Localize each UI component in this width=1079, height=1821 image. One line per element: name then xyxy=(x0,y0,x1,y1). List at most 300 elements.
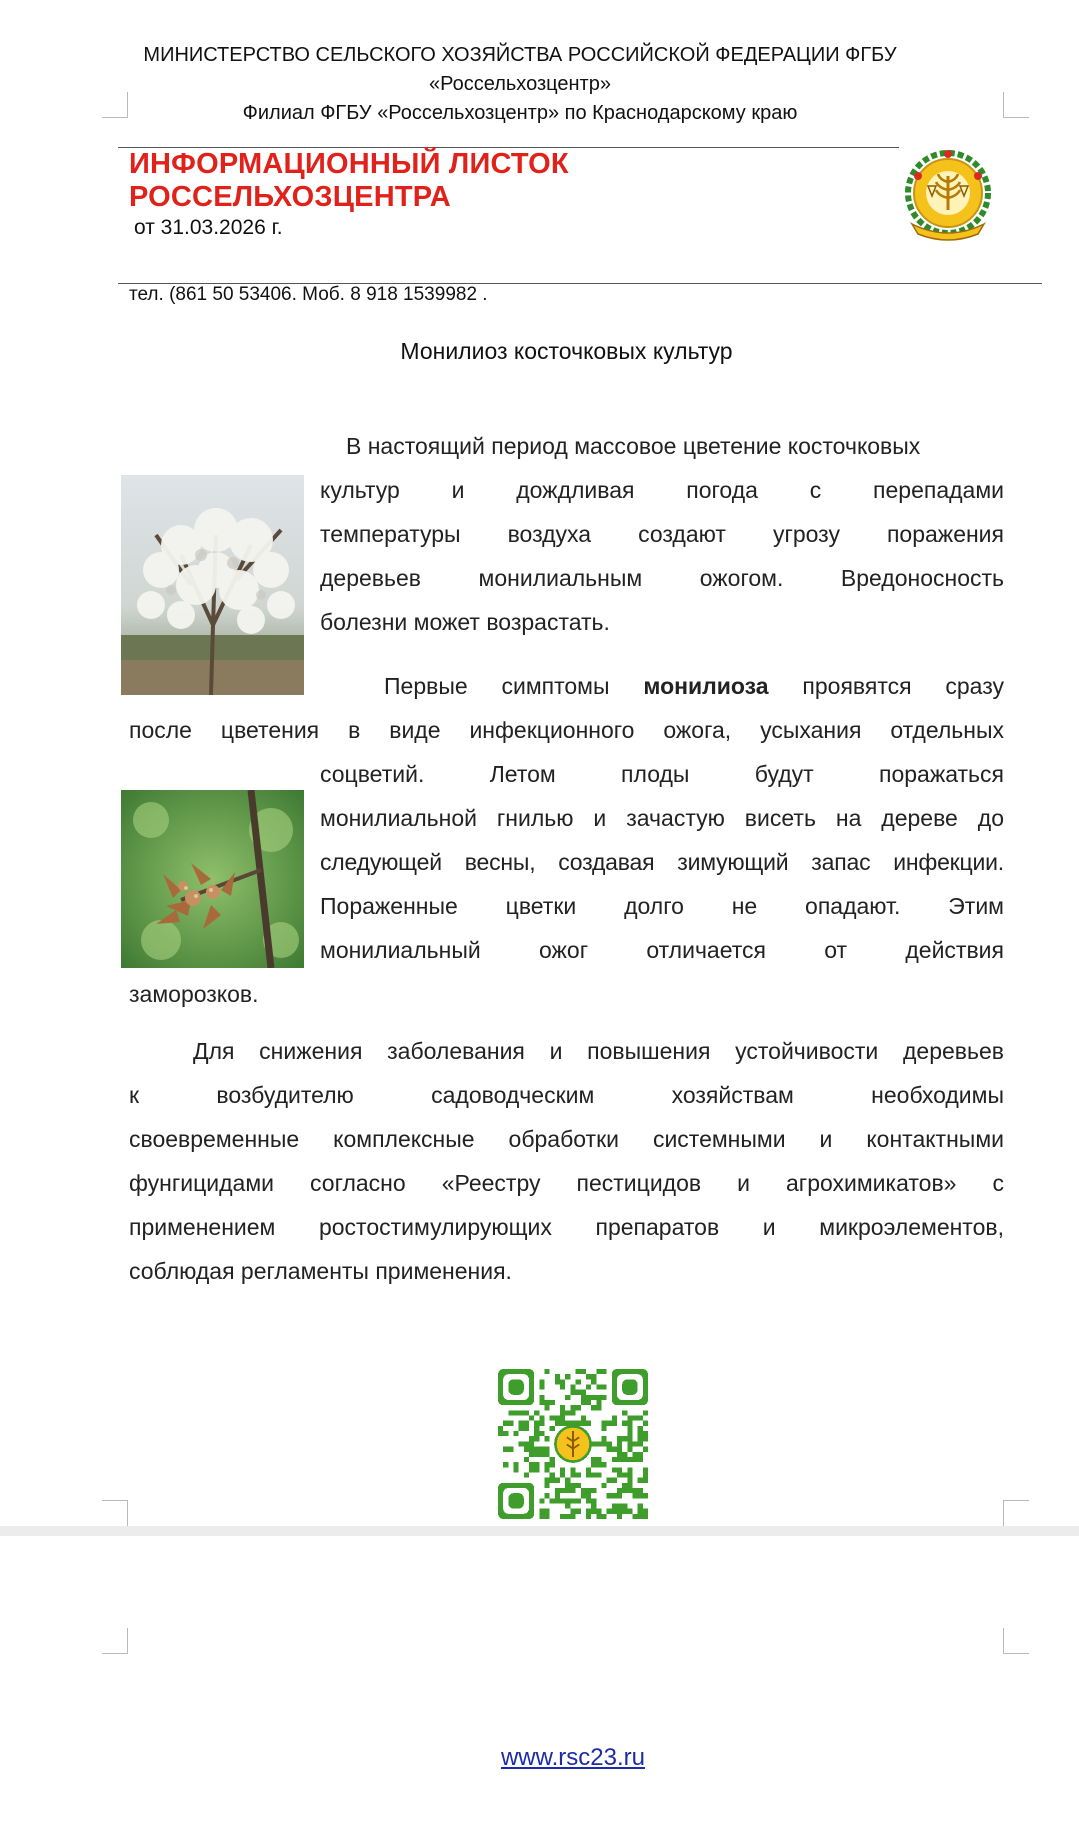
qr-module xyxy=(596,1385,601,1390)
qr-module xyxy=(576,1379,581,1384)
info-title-line-1: ИНФОРМАЦИОННЫЙ ЛИСТОК xyxy=(129,148,569,180)
qr-module xyxy=(555,1478,560,1483)
qr-module xyxy=(638,1431,643,1436)
qr-module xyxy=(534,1410,539,1415)
qr-module xyxy=(534,1467,539,1472)
qr-module xyxy=(498,1431,503,1436)
qr-module xyxy=(638,1436,643,1441)
qr-module xyxy=(555,1374,560,1379)
qr-module xyxy=(591,1374,596,1379)
qr-module xyxy=(550,1462,555,1467)
qr-module xyxy=(570,1509,575,1514)
qr-module xyxy=(601,1421,606,1426)
qr-module xyxy=(612,1467,617,1472)
qr-module xyxy=(565,1478,570,1483)
qr-module xyxy=(508,1447,513,1452)
qr-module xyxy=(539,1514,544,1519)
qr-module xyxy=(550,1426,555,1431)
qr-module xyxy=(643,1509,648,1514)
qr-module xyxy=(524,1426,529,1431)
qr-module xyxy=(612,1509,617,1514)
moniliosis-blossom-photo xyxy=(121,790,304,968)
paragraph-line: температуры воздуха создают угрозу поражения xyxy=(320,521,1004,547)
qr-module xyxy=(508,1410,513,1415)
qr-module xyxy=(514,1467,519,1472)
qr-module xyxy=(607,1493,612,1498)
qr-module xyxy=(565,1374,570,1379)
qr-module xyxy=(570,1410,575,1415)
qr-module xyxy=(643,1472,648,1477)
qr-module xyxy=(555,1379,560,1384)
qr-module xyxy=(503,1447,508,1452)
qr-module xyxy=(529,1447,534,1452)
qr-module xyxy=(638,1426,643,1431)
qr-module xyxy=(627,1472,632,1477)
rosselkhozcenter-emblem-icon xyxy=(898,146,998,246)
qr-module xyxy=(545,1447,550,1452)
qr-module xyxy=(560,1467,565,1472)
qr-module xyxy=(570,1483,575,1488)
qr-module xyxy=(508,1421,513,1426)
qr-module xyxy=(627,1436,632,1441)
qr-module xyxy=(612,1503,617,1508)
paragraph-line: соцветий. Летом плоды будут поражаться xyxy=(320,761,1004,787)
qr-module xyxy=(622,1410,627,1415)
qr-module xyxy=(519,1410,524,1415)
qr-module xyxy=(596,1462,601,1467)
qr-module xyxy=(643,1447,648,1452)
paragraph-line: фунгицидами согласно «Реестру пестицидов и агрохимикатов» с xyxy=(129,1170,1004,1196)
qr-module xyxy=(539,1509,544,1514)
qr-module xyxy=(596,1400,601,1405)
qr-module xyxy=(627,1426,632,1431)
qr-module xyxy=(596,1405,601,1410)
qr-module xyxy=(565,1410,570,1415)
qr-module xyxy=(622,1488,627,1493)
paragraph-line xyxy=(129,664,1004,708)
qr-module xyxy=(591,1441,596,1446)
qr-module xyxy=(601,1514,606,1519)
qr-module xyxy=(524,1447,529,1452)
qr-module xyxy=(545,1436,550,1441)
qr-module xyxy=(560,1379,565,1384)
paragraph-line: заморозков. xyxy=(129,981,259,1007)
qr-module xyxy=(524,1421,529,1426)
qr-module xyxy=(586,1400,591,1405)
qr-module xyxy=(601,1369,606,1374)
qr-module xyxy=(643,1436,648,1441)
qr-module xyxy=(539,1452,544,1457)
qr-module xyxy=(601,1436,606,1441)
qr-module xyxy=(591,1457,596,1462)
qr-module xyxy=(607,1447,612,1452)
page-corner-mark xyxy=(102,1500,128,1526)
qr-module xyxy=(617,1441,622,1446)
qr-module xyxy=(545,1452,550,1457)
qr-module xyxy=(545,1509,550,1514)
qr-module xyxy=(586,1374,591,1379)
qr-module xyxy=(586,1421,591,1426)
qr-module xyxy=(586,1385,591,1390)
qr-module xyxy=(643,1514,648,1519)
qr-module xyxy=(612,1447,617,1452)
qr-module xyxy=(555,1416,560,1421)
qr-module xyxy=(555,1493,560,1498)
qr-module xyxy=(560,1405,565,1410)
paragraph-2-keyword: монилиоза xyxy=(643,673,769,699)
qr-module xyxy=(586,1472,591,1477)
qr-module xyxy=(550,1472,555,1477)
paragraph-2-start: Первые симптомы xyxy=(384,673,644,699)
qr-finder-pattern xyxy=(508,1493,524,1509)
qr-module xyxy=(622,1452,627,1457)
document-title: Монилиоз косточковых культур xyxy=(400,338,733,364)
qr-module xyxy=(617,1472,622,1477)
qr-module xyxy=(622,1436,627,1441)
qr-module xyxy=(591,1509,596,1514)
qr-module xyxy=(596,1395,601,1400)
qr-module xyxy=(632,1441,637,1446)
qr-module xyxy=(550,1498,555,1503)
qr-module xyxy=(607,1421,612,1426)
qr-module xyxy=(555,1421,560,1426)
qr-module xyxy=(581,1369,586,1374)
qr-module xyxy=(503,1421,508,1426)
qr-module xyxy=(560,1514,565,1519)
qr-module xyxy=(591,1379,596,1384)
qr-module xyxy=(519,1441,524,1446)
qr-module xyxy=(570,1488,575,1493)
qr-module xyxy=(627,1467,632,1472)
qr-module xyxy=(534,1447,539,1452)
qr-module xyxy=(514,1462,519,1467)
website-link[interactable]: www.rsc23.ru xyxy=(500,1744,646,1771)
page-separator xyxy=(0,1526,1079,1536)
qr-module xyxy=(632,1416,637,1421)
qr-module xyxy=(596,1509,601,1514)
paragraph-line: после цветения в виде инфекционного ожога, усыхания отдельных xyxy=(129,717,1004,743)
qr-module xyxy=(529,1452,534,1457)
qr-module xyxy=(581,1416,586,1421)
qr-module xyxy=(586,1467,591,1472)
qr-module xyxy=(612,1493,617,1498)
qr-module xyxy=(581,1493,586,1498)
qr-module xyxy=(529,1436,534,1441)
qr-module xyxy=(581,1395,586,1400)
qr-module xyxy=(586,1498,591,1503)
qr-module xyxy=(596,1369,601,1374)
qr-module xyxy=(539,1416,544,1421)
header-ministry: МИНИСТЕРСТВО СЕЛЬСКОГО ХОЗЯЙСТВА РОССИЙСКОЙ ФЕДЕРАЦИИ ФГБУ xyxy=(143,44,897,66)
paragraph-1 xyxy=(320,424,1004,644)
qr-module xyxy=(638,1457,643,1462)
page-corner-mark xyxy=(102,1628,128,1654)
qr-module xyxy=(555,1488,560,1493)
qr-module xyxy=(617,1493,622,1498)
qr-module xyxy=(565,1395,570,1400)
paragraph-line: соблюдая регламенты применения. xyxy=(129,1258,512,1284)
qr-module xyxy=(591,1503,596,1508)
qr-module xyxy=(627,1478,632,1483)
qr-module xyxy=(586,1493,591,1498)
qr-module xyxy=(627,1416,632,1421)
qr-module xyxy=(627,1457,632,1462)
info-title-line-2: РОССЕЛЬХОЗЦЕНТРА xyxy=(129,181,451,213)
qr-module xyxy=(591,1498,596,1503)
qr-module xyxy=(576,1483,581,1488)
qr-module xyxy=(519,1426,524,1431)
qr-module xyxy=(638,1503,643,1508)
qr-module xyxy=(617,1447,622,1452)
qr-module xyxy=(638,1441,643,1446)
qr-module xyxy=(529,1441,534,1446)
qr-finder-pattern xyxy=(508,1379,524,1395)
paragraph-2-start-end: проявятся сразу xyxy=(768,673,1004,699)
qr-module xyxy=(539,1395,544,1400)
qr-module xyxy=(498,1426,503,1431)
qr-module xyxy=(601,1441,606,1446)
qr-module xyxy=(607,1478,612,1483)
qr-module xyxy=(524,1410,529,1415)
qr-module xyxy=(596,1514,601,1519)
qr-module xyxy=(627,1441,632,1446)
qr-module xyxy=(550,1416,555,1421)
qr-module xyxy=(638,1478,643,1483)
qr-module xyxy=(565,1421,570,1426)
qr-module xyxy=(539,1498,544,1503)
qr-module xyxy=(601,1483,606,1488)
qr-module xyxy=(534,1436,539,1441)
qr-module xyxy=(627,1509,632,1514)
qr-module xyxy=(560,1472,565,1477)
qr-module xyxy=(601,1395,606,1400)
qr-module xyxy=(565,1498,570,1503)
qr-module xyxy=(638,1416,643,1421)
qr-module xyxy=(545,1467,550,1472)
qr-module xyxy=(529,1416,534,1421)
qr-module xyxy=(617,1436,622,1441)
qr-module xyxy=(570,1385,575,1390)
qr-module xyxy=(586,1395,591,1400)
paragraph-line: Пораженные цветки долго не опадают. Этим xyxy=(320,893,1004,919)
qr-module xyxy=(534,1452,539,1457)
qr-module xyxy=(612,1421,617,1426)
paragraph-line: применением ростостимулирующих препаратов и микроэлементов, xyxy=(129,1214,1004,1240)
paragraph-line: деревьев монилиальным ожогом. Вредоносность xyxy=(320,565,1004,591)
qr-module xyxy=(576,1369,581,1374)
qr-module xyxy=(596,1441,601,1446)
header-branch: Филиал ФГБУ «Россельхозцентр» по Краснодарскому краю xyxy=(242,102,798,124)
qr-module xyxy=(565,1503,570,1508)
qr-module xyxy=(591,1395,596,1400)
qr-module xyxy=(627,1431,632,1436)
qr-module xyxy=(545,1369,550,1374)
qr-module xyxy=(565,1514,570,1519)
qr-module xyxy=(560,1410,565,1415)
qr-module xyxy=(622,1509,627,1514)
qr-module xyxy=(534,1426,539,1431)
qr-finder-pattern xyxy=(622,1379,638,1395)
qr-module xyxy=(565,1483,570,1488)
qr-module xyxy=(601,1426,606,1431)
qr-module xyxy=(638,1509,643,1514)
qr-module xyxy=(539,1421,544,1426)
qr-module xyxy=(617,1452,622,1457)
qr-module xyxy=(591,1472,596,1477)
qr-module xyxy=(596,1472,601,1477)
qr-module xyxy=(550,1478,555,1483)
qr-module xyxy=(627,1447,632,1452)
qr-module xyxy=(560,1488,565,1493)
qr-module xyxy=(576,1421,581,1426)
qr-module xyxy=(560,1416,565,1421)
qr-module xyxy=(550,1400,555,1405)
qr-module xyxy=(570,1498,575,1503)
paragraph-line: к возбудителю садоводческим хозяйствам необходимы xyxy=(129,1082,1004,1108)
qr-module xyxy=(622,1503,627,1508)
qr-module xyxy=(581,1421,586,1426)
qr-module xyxy=(539,1379,544,1384)
qr-module xyxy=(519,1421,524,1426)
qr-module xyxy=(570,1405,575,1410)
qr-module xyxy=(545,1478,550,1483)
qr-module xyxy=(612,1457,617,1462)
qr-module xyxy=(514,1410,519,1415)
qr-module xyxy=(570,1472,575,1477)
qr-module xyxy=(529,1462,534,1467)
qr-module xyxy=(643,1467,648,1472)
qr-module xyxy=(607,1509,612,1514)
qr-module xyxy=(545,1483,550,1488)
qr-module xyxy=(591,1488,596,1493)
qr-module xyxy=(617,1514,622,1519)
qr-module xyxy=(622,1421,627,1426)
qr-module xyxy=(555,1498,560,1503)
page-corner-mark xyxy=(1003,1628,1029,1654)
qr-module xyxy=(591,1405,596,1410)
qr-module xyxy=(643,1478,648,1483)
qr-module xyxy=(539,1400,544,1405)
qr-module xyxy=(503,1462,508,1467)
info-sheet-title xyxy=(129,148,649,214)
qr-module xyxy=(539,1431,544,1436)
qr-module xyxy=(627,1483,632,1488)
qr-module xyxy=(560,1421,565,1426)
qr-module xyxy=(586,1509,591,1514)
page-corner-mark xyxy=(1003,92,1029,118)
qr-module xyxy=(627,1421,632,1426)
qr-module xyxy=(632,1488,637,1493)
qr-module xyxy=(638,1493,643,1498)
qr-module xyxy=(534,1462,539,1467)
qr-module xyxy=(632,1457,637,1462)
qr-module xyxy=(576,1472,581,1477)
qr-module xyxy=(545,1462,550,1467)
qr-module xyxy=(601,1385,606,1390)
qr-module xyxy=(529,1467,534,1472)
qr-module xyxy=(524,1472,529,1477)
qr-module xyxy=(617,1503,622,1508)
qr-module xyxy=(617,1488,622,1493)
qr-module xyxy=(576,1405,581,1410)
qr-module xyxy=(534,1431,539,1436)
qr-module xyxy=(570,1467,575,1472)
paragraph-line: болезни может возрастать. xyxy=(320,609,610,635)
qr-module xyxy=(524,1441,529,1446)
qr-module xyxy=(581,1390,586,1395)
qr-module xyxy=(596,1457,601,1462)
header-organization: «Россельхозцентр» xyxy=(429,73,611,95)
qr-module xyxy=(560,1385,565,1390)
qr-module xyxy=(638,1452,643,1457)
qr-module xyxy=(565,1488,570,1493)
qr-module xyxy=(601,1462,606,1467)
qr-module xyxy=(576,1509,581,1514)
qr-module xyxy=(622,1457,627,1462)
qr-module xyxy=(622,1472,627,1477)
qr-module xyxy=(524,1457,529,1462)
qr-module xyxy=(638,1514,643,1519)
paragraph-line: культур и дождливая погода с перепадами xyxy=(320,477,1004,503)
paragraph-line: следующей весны, создавая зимующий запас инфекции. xyxy=(320,849,1004,875)
qr-module xyxy=(539,1447,544,1452)
qr-module xyxy=(591,1462,596,1467)
contact-phone: тел. (861 50 53406. Моб. 8 918 1539982 . xyxy=(129,284,488,305)
qr-module xyxy=(586,1488,591,1493)
qr-module xyxy=(545,1493,550,1498)
qr-module xyxy=(576,1390,581,1395)
qr-module xyxy=(560,1498,565,1503)
paragraph-line: монилиальный ожог отличается от действия xyxy=(320,937,1004,963)
qr-module xyxy=(632,1452,637,1457)
page-corner-mark xyxy=(1003,1500,1029,1526)
qr-module xyxy=(617,1467,622,1472)
qr-module xyxy=(539,1385,544,1390)
qr-module xyxy=(612,1478,617,1483)
qr-module xyxy=(586,1514,591,1519)
flowering-tree-photo xyxy=(121,475,304,695)
qr-module xyxy=(570,1390,575,1395)
qr-module xyxy=(643,1493,648,1498)
qr-module xyxy=(550,1457,555,1462)
qr-module xyxy=(617,1457,622,1462)
paragraph-3 xyxy=(129,1029,1004,1293)
qr-module xyxy=(627,1488,632,1493)
qr-module xyxy=(607,1441,612,1446)
qr-module xyxy=(581,1488,586,1493)
qr-module xyxy=(632,1514,637,1519)
qr-code[interactable] xyxy=(498,1369,648,1519)
qr-module xyxy=(643,1421,648,1426)
qr-module xyxy=(545,1514,550,1519)
paragraph-line: своевременные комплексные обработки системными и контактными xyxy=(129,1126,1004,1152)
qr-module xyxy=(617,1509,622,1514)
paragraph-line: В настоящий период массовое цветение косточковых xyxy=(346,433,921,459)
paragraph-line: монилиальной гнилью и зачастую висеть на дереве до xyxy=(320,805,1004,831)
qr-module xyxy=(632,1493,637,1498)
document-page-2 xyxy=(0,1536,1079,1821)
qr-module xyxy=(612,1416,617,1421)
qr-module xyxy=(545,1405,550,1410)
qr-module xyxy=(643,1410,648,1415)
qr-module xyxy=(576,1498,581,1503)
qr-module xyxy=(581,1400,586,1405)
qr-module xyxy=(638,1488,643,1493)
qr-module xyxy=(503,1431,508,1436)
qr-module xyxy=(545,1400,550,1405)
qr-module xyxy=(622,1483,627,1488)
qr-module xyxy=(514,1431,519,1436)
